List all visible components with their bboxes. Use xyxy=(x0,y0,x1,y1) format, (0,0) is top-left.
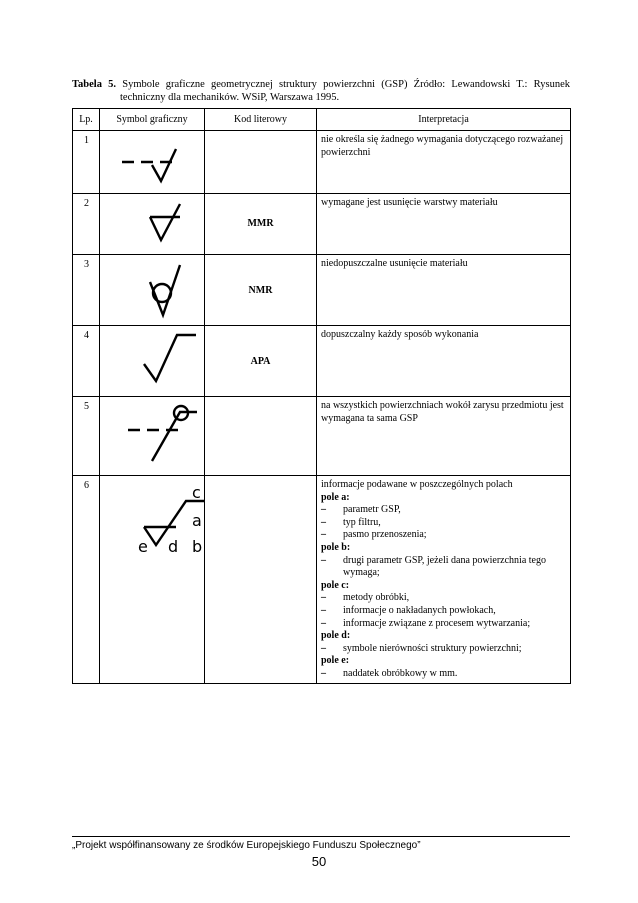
caption-text-line2: techniczny dla mechaników. WSiP, Warszawa 1995. xyxy=(120,92,340,103)
code-cell xyxy=(205,255,317,326)
bullet-dash: – xyxy=(321,667,326,679)
caption-text-line1: Symbole graficzne geometrycznej struktury powierzchni (GSP) Źródło: Lewandowski T.: Rysunek xyxy=(122,79,570,90)
material-removal-required-icon xyxy=(100,194,205,254)
field-item-text: drugi parametr GSP, jeżeli dana powierzchnia tego wymaga; xyxy=(343,554,546,579)
row-number: 3 xyxy=(73,255,100,326)
field-item xyxy=(321,529,566,542)
caption-label: Tabela 5. xyxy=(72,79,117,90)
table-row xyxy=(73,397,571,476)
bullet-dash: – xyxy=(321,529,326,541)
table-row xyxy=(73,131,571,194)
bullet-dash: – xyxy=(321,504,326,516)
gsp-symbols-table xyxy=(72,108,571,684)
field-label: pole a: xyxy=(321,491,350,503)
field-item xyxy=(321,618,566,631)
header-symbol: Symbol graficzny xyxy=(100,109,205,131)
field-item xyxy=(321,517,566,530)
bullet-dash: – xyxy=(321,604,326,616)
code-text: NMR xyxy=(248,285,273,296)
all-surfaces-around-icon xyxy=(100,397,205,475)
code-text: MMR xyxy=(247,218,274,229)
footer-divider xyxy=(72,836,570,837)
field-e-letter: e xyxy=(138,537,148,556)
bullet-dash: – xyxy=(321,617,326,629)
field-label: pole e: xyxy=(321,655,350,667)
fields-list xyxy=(321,492,566,681)
symbol-cell xyxy=(100,131,205,194)
field-item-text: pasmo przenoszenia; xyxy=(343,529,427,541)
field-item xyxy=(321,668,566,681)
interpretation-cell: nie określa się żadnego wymagania dotyczącego rozważanej powierzchni xyxy=(317,131,571,194)
field-item-text: naddatek obróbkowy w mm. xyxy=(343,667,458,679)
field-c-letter: c xyxy=(192,483,201,502)
page-number: 50 xyxy=(311,854,327,869)
header-interpretation: Interpretacja xyxy=(317,109,571,131)
header-lp: Lp. xyxy=(73,109,100,131)
footer-text: „Projekt współfinansowany ze środków Europejskiego Funduszu Społecznego” xyxy=(72,840,421,851)
field-label: pole b: xyxy=(321,541,351,553)
bullet-dash: – xyxy=(321,516,326,528)
code-cell xyxy=(205,397,317,476)
bullet-dash: – xyxy=(321,554,326,566)
row-number: 5 xyxy=(73,397,100,476)
field-item xyxy=(321,555,566,580)
symbol-cell xyxy=(100,255,205,326)
symbol-cell xyxy=(100,397,205,476)
complete-symbol-fields-icon xyxy=(100,476,205,576)
any-process-allowed-icon xyxy=(100,326,205,396)
code-text: APA xyxy=(250,356,271,367)
field-a-letter: a xyxy=(192,511,202,530)
field-item-text: informacje związane z procesem wytwarzania; xyxy=(343,617,531,629)
interpretation-cell: na wszystkich powierzchniach wokół zarysu przedmiotu jest wymagana ta sama GSP xyxy=(317,397,571,476)
header-code: Kod literowy xyxy=(205,109,317,131)
row-number: 6 xyxy=(73,476,100,684)
field-d-letter: d xyxy=(168,537,179,556)
field-item xyxy=(321,643,566,656)
table-row xyxy=(73,326,571,397)
interpretation-cell: wymagane jest usunięcie warstwy materiału xyxy=(317,194,571,255)
code-cell xyxy=(205,194,317,255)
field-item-text: parametr GSP, xyxy=(343,504,401,516)
row-number: 4 xyxy=(73,326,100,397)
code-cell xyxy=(205,131,317,194)
field-item-text: typ filtru, xyxy=(343,516,381,528)
table-row xyxy=(73,255,571,326)
field-item-text: informacje o nakładanych powłokach, xyxy=(343,604,496,616)
field-item xyxy=(321,592,566,605)
field-b-letter: b xyxy=(192,537,203,556)
table-caption xyxy=(72,78,570,104)
field-item xyxy=(321,504,566,517)
interpretation-intro: informacje podawane w poszczególnych polach xyxy=(321,479,513,490)
field-label: pole c: xyxy=(321,579,350,591)
field-item-text: metody obróbki, xyxy=(343,592,410,604)
table-row xyxy=(73,476,571,684)
table-header-row xyxy=(73,109,571,131)
field-item xyxy=(321,605,566,618)
basic-symbol-icon xyxy=(100,131,205,193)
code-cell xyxy=(205,326,317,397)
code-cell xyxy=(205,476,317,684)
field-label: pole d: xyxy=(321,630,351,642)
field-item-text: symbole nierówności struktury powierzchni; xyxy=(343,642,522,654)
interpretation-cell xyxy=(317,476,571,684)
row-number: 2 xyxy=(73,194,100,255)
interpretation-cell: dopuszczalny każdy sposób wykonania xyxy=(317,326,571,397)
symbol-cell xyxy=(100,326,205,397)
bullet-dash: – xyxy=(321,642,326,654)
row-number: 1 xyxy=(73,131,100,194)
symbol-cell xyxy=(100,194,205,255)
table-row xyxy=(73,194,571,255)
bullet-dash: – xyxy=(321,592,326,604)
symbol-cell xyxy=(100,476,205,684)
material-removal-prohibited-icon xyxy=(100,255,205,325)
interpretation-cell: niedopuszczalne usunięcie materiału xyxy=(317,255,571,326)
